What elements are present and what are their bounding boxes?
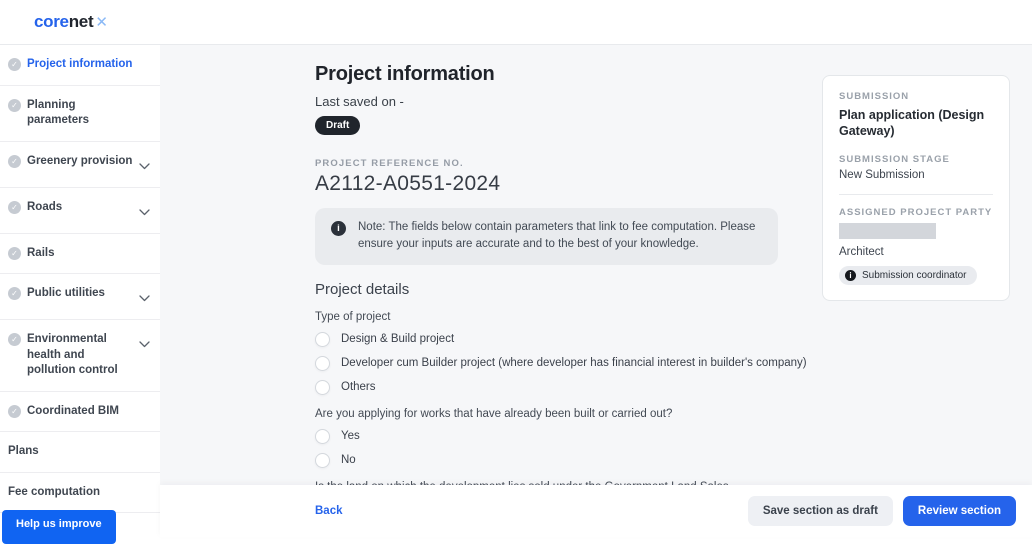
sidebar-item-label: Planning parameters bbox=[27, 98, 90, 127]
project-reference-value: A2112-A0551-2024 bbox=[315, 172, 501, 195]
radio-icon[interactable] bbox=[315, 453, 330, 468]
chevron-down-icon bbox=[139, 286, 150, 307]
review-section-button[interactable]: Review section bbox=[903, 496, 1016, 526]
card-divider bbox=[839, 194, 993, 195]
note-text: Note: The fields below contain parameters that link to fee computation. Please ensure your inputs are accurate and to the best of your knowledge. bbox=[358, 221, 756, 251]
radio-icon[interactable] bbox=[315, 429, 330, 444]
content-area bbox=[160, 45, 1032, 485]
save-section-as-draft-button[interactable]: Save section as draft bbox=[748, 496, 893, 526]
check-circle-icon bbox=[8, 201, 21, 214]
submission-summary-card bbox=[822, 75, 1010, 301]
question-label: Are you applying for works that have already been built or carried out? bbox=[315, 407, 673, 420]
question-options bbox=[315, 332, 807, 395]
submission-value: Plan application (Design Gateway) bbox=[839, 108, 985, 139]
note-banner bbox=[315, 208, 778, 265]
last-saved-text: Last saved on - bbox=[315, 94, 404, 109]
question-options bbox=[315, 429, 778, 468]
sidebar-item-fee-computation[interactable] bbox=[0, 473, 160, 514]
submission-label: SUBMISSION bbox=[839, 91, 910, 102]
radio-icon[interactable] bbox=[315, 380, 330, 395]
sidebar-item-planning-parameters[interactable] bbox=[0, 86, 160, 142]
page-title: Project information bbox=[315, 63, 495, 85]
radio-option-label: No bbox=[341, 454, 356, 466]
question-group bbox=[315, 408, 778, 468]
sidebar-item-label: Environmental health and pollution control bbox=[27, 333, 118, 377]
sidebar-item-plans[interactable] bbox=[0, 432, 160, 473]
assigned-party-role: Architect bbox=[839, 245, 884, 258]
sidebar-item-coordinated-bim[interactable] bbox=[0, 392, 160, 433]
question-label: Type of project bbox=[315, 310, 391, 323]
sidebar-item-label: Public utilities bbox=[27, 287, 105, 300]
radio-option-design-build-project[interactable] bbox=[315, 332, 778, 347]
chevron-down-icon bbox=[139, 332, 150, 353]
question-group bbox=[315, 310, 807, 395]
check-circle-icon bbox=[8, 287, 21, 300]
chevron-down-icon bbox=[139, 200, 150, 221]
app-header bbox=[0, 0, 1032, 45]
sidebar-item-public-utilities[interactable] bbox=[0, 274, 160, 320]
submission-coordinator-label: Submission coordinator bbox=[862, 269, 967, 281]
logo-text-core: core bbox=[34, 12, 69, 31]
section-title-project-details: Project details bbox=[315, 280, 410, 298]
check-circle-icon bbox=[8, 58, 21, 71]
sidebar-item-greenery-provision[interactable] bbox=[0, 142, 160, 188]
check-circle-icon bbox=[8, 247, 21, 260]
logo-text-net: net bbox=[68, 12, 94, 31]
sidebar-item-environmental-health-and-pollution-control[interactable] bbox=[0, 320, 160, 392]
section-nav-sidebar bbox=[0, 45, 160, 537]
check-circle-icon bbox=[8, 155, 21, 168]
radio-option-label: Developer cum Builder project (where developer has financial interest in builder's company) bbox=[341, 357, 807, 369]
help-us-improve-button[interactable]: Help us improve bbox=[2, 510, 116, 544]
radio-option-developer-cum-builder-project-where-developer-has-financial-interest-in-builder-s-company[interactable] bbox=[315, 356, 807, 371]
radio-option-yes[interactable] bbox=[315, 429, 778, 444]
radio-option-label: Design & Build project bbox=[341, 333, 455, 345]
sidebar-item-label: Coordinated BIM bbox=[27, 404, 119, 417]
sidebar-item-project-information[interactable] bbox=[0, 45, 160, 86]
radio-icon[interactable] bbox=[315, 356, 330, 371]
main-column bbox=[315, 45, 807, 505]
sidebar-item-rails[interactable] bbox=[0, 234, 160, 275]
radio-option-others[interactable] bbox=[315, 380, 778, 395]
radio-option-label: Yes bbox=[341, 430, 360, 442]
status-badge: Draft bbox=[315, 116, 360, 135]
sidebar-item-label: Plans bbox=[8, 445, 39, 458]
corenet-logo[interactable] bbox=[34, 12, 108, 32]
submission-coordinator-badge bbox=[839, 266, 977, 285]
info-icon bbox=[845, 270, 856, 281]
sidebar-item-label: Project information bbox=[27, 58, 133, 70]
check-circle-icon bbox=[8, 405, 21, 418]
back-link[interactable]: Back bbox=[315, 505, 343, 517]
chevron-down-icon bbox=[139, 154, 150, 175]
sidebar-item-label: Greenery provision bbox=[27, 154, 133, 167]
radio-icon[interactable] bbox=[315, 332, 330, 347]
sidebar-item-label: Rails bbox=[27, 246, 55, 259]
radio-option-no[interactable] bbox=[315, 453, 778, 468]
assigned-party-label: ASSIGNED PROJECT PARTY bbox=[839, 206, 993, 218]
radio-option-label: Others bbox=[341, 381, 376, 393]
questions-container bbox=[315, 310, 807, 505]
submission-stage-value: New Submission bbox=[839, 168, 925, 181]
sidebar-item-roads[interactable] bbox=[0, 188, 160, 234]
assigned-party-name-redacted bbox=[839, 223, 936, 239]
sidebar-item-label: Fee computation bbox=[8, 485, 101, 498]
project-reference-label: PROJECT REFERENCE NO. bbox=[315, 158, 464, 169]
check-circle-icon bbox=[8, 333, 21, 346]
check-circle-icon bbox=[8, 99, 21, 112]
footer-action-bar bbox=[160, 485, 1032, 537]
info-icon bbox=[331, 221, 346, 236]
submission-stage-label: SUBMISSION STAGE bbox=[839, 153, 950, 165]
sidebar-item-label: Roads bbox=[27, 200, 63, 213]
logo-x-icon: ✕ bbox=[95, 14, 108, 31]
